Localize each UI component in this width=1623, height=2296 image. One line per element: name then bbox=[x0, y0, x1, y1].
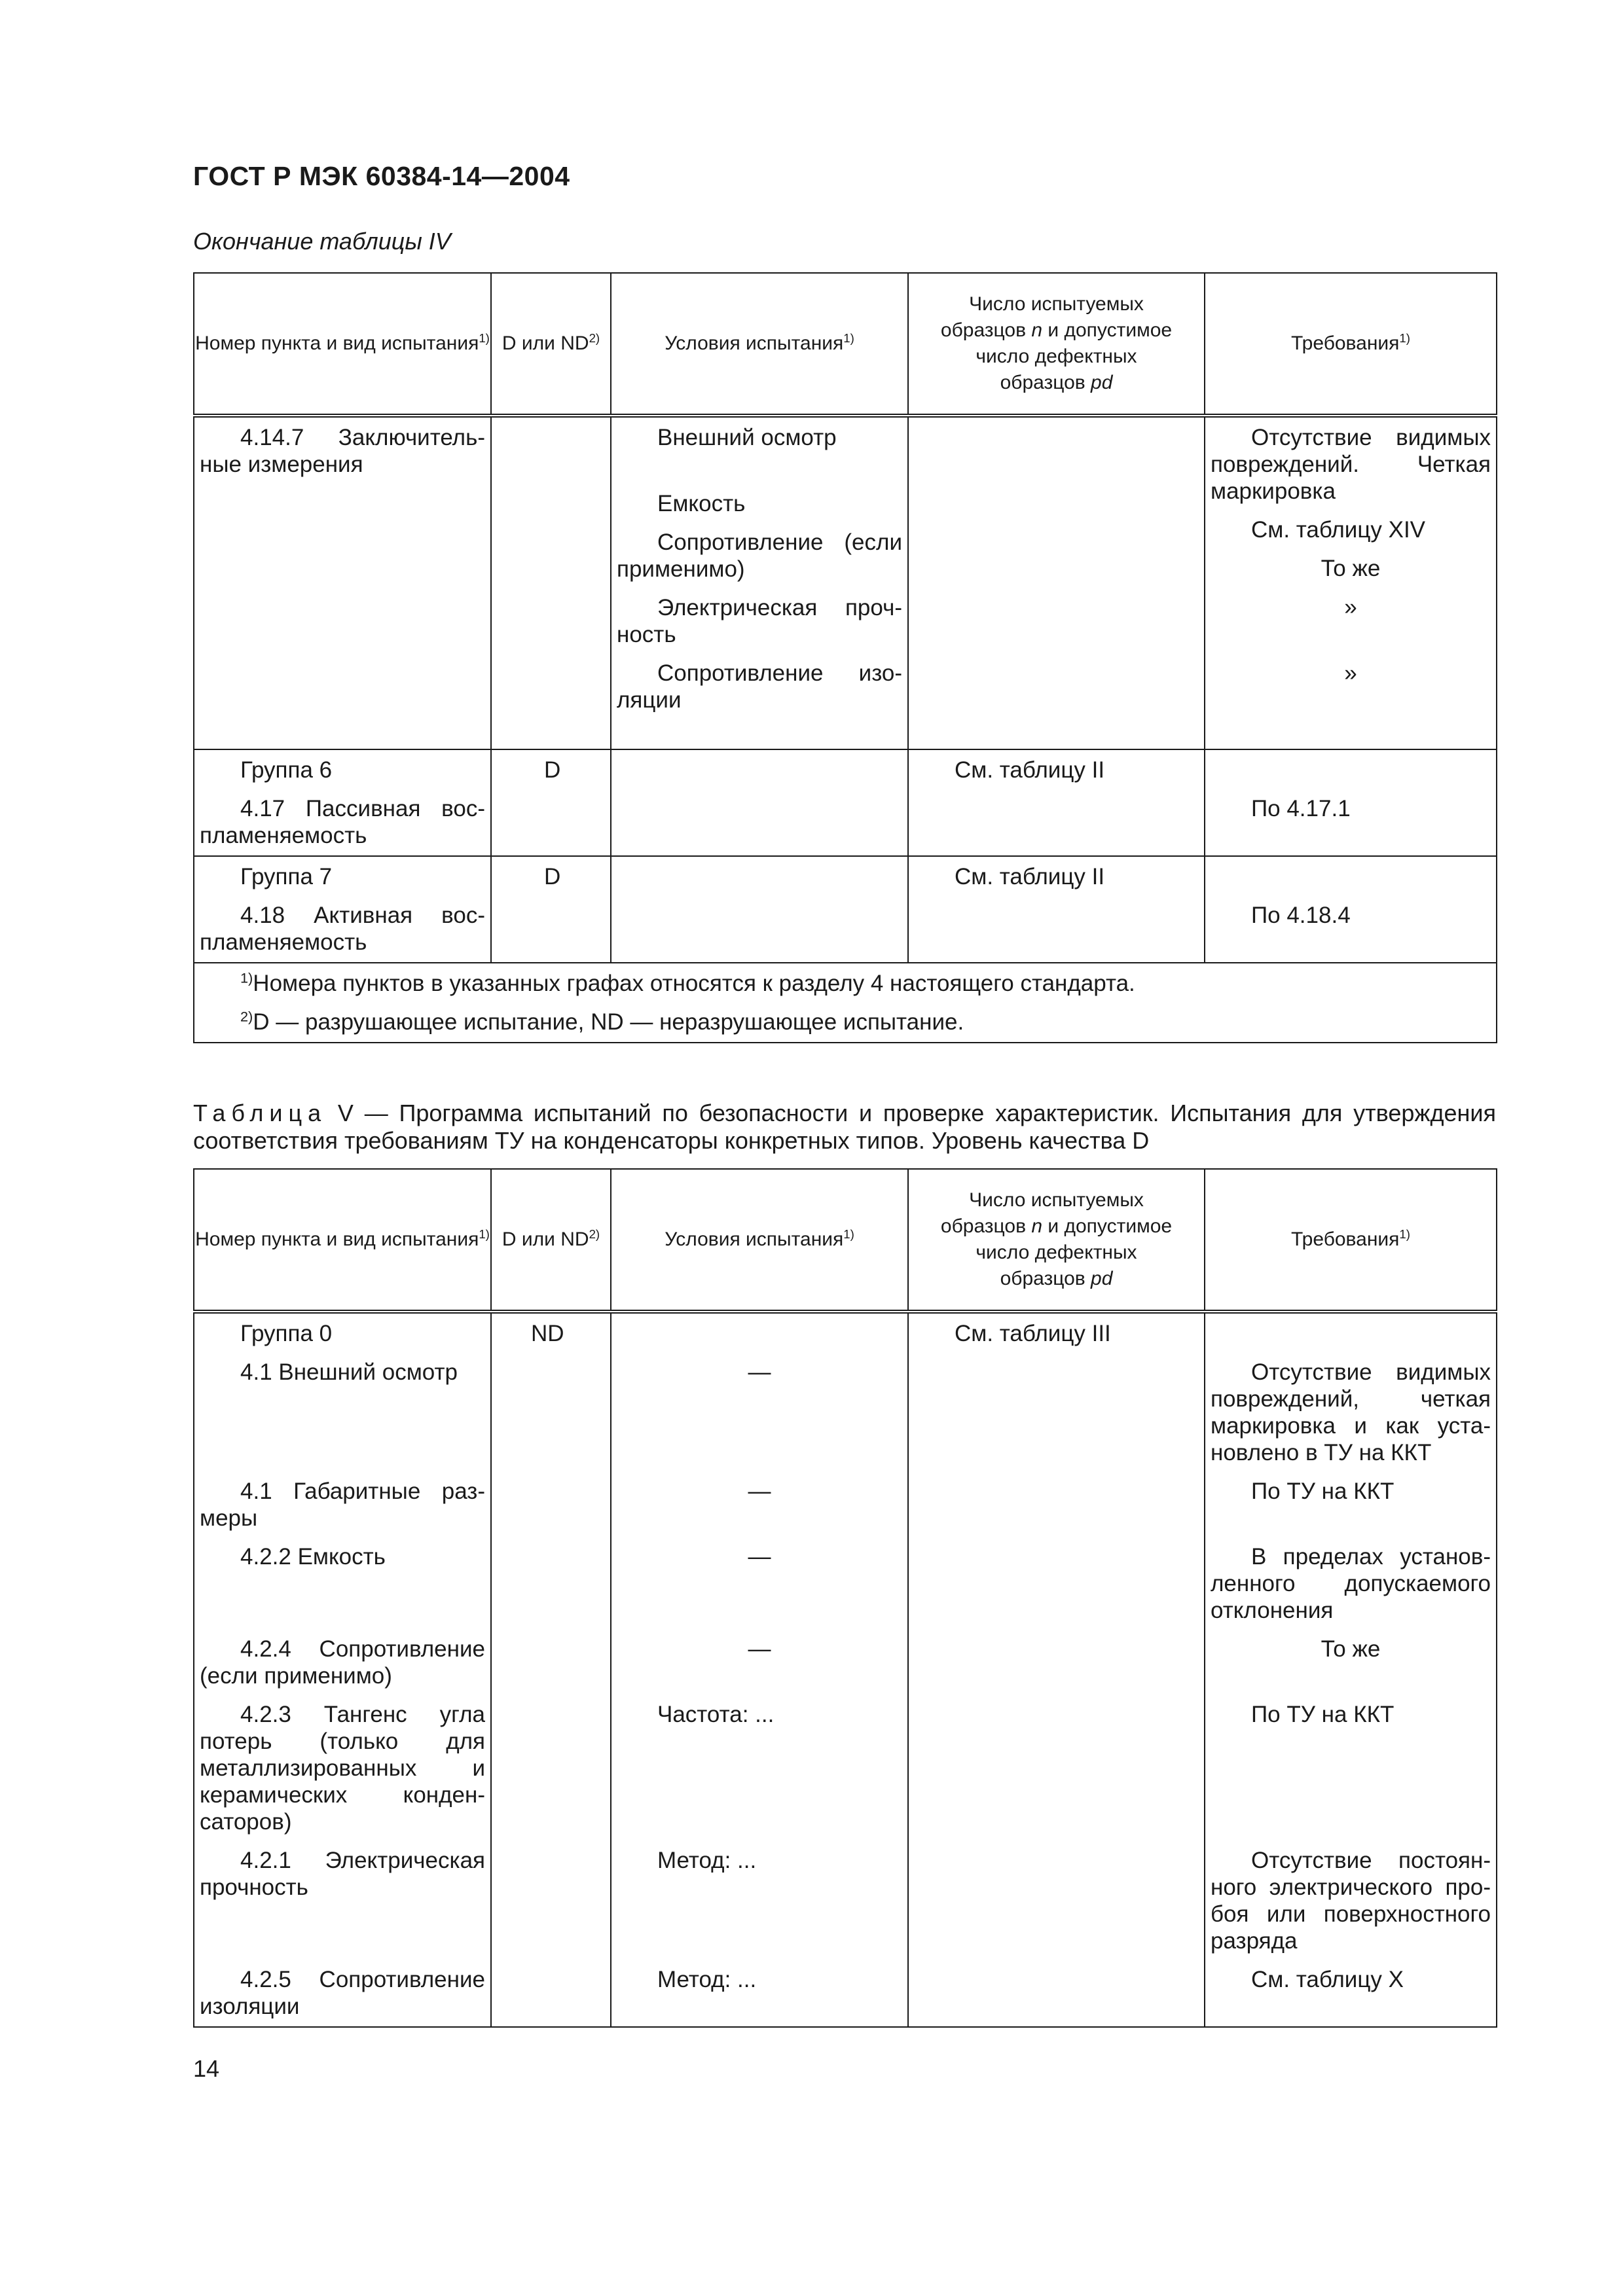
header-samples: Число испытуемых образцов n и допустимое число дефектных образцов pd bbox=[908, 1169, 1205, 1312]
condition: — bbox=[748, 1636, 771, 1662]
condition: — bbox=[748, 1359, 771, 1385]
test-name: 4.2.3 Тангенс угла потерь (только для металлизированных и керамических конденсаторов) bbox=[200, 1702, 485, 1835]
table-row bbox=[194, 1312, 1497, 2026]
condition: — bbox=[748, 1544, 771, 1570]
d-nd-value: ND bbox=[531, 1321, 564, 1346]
requirement: По ТУ на ККТ bbox=[1251, 1479, 1395, 1504]
requirement: По 4.18.4 bbox=[1251, 903, 1351, 928]
requirement: Отсутствие видимых повреждений. Четкая маркировка bbox=[1211, 425, 1491, 504]
group-label: Группа 7 bbox=[240, 864, 333, 889]
table-row bbox=[194, 749, 1497, 856]
requirement: То же bbox=[1321, 1636, 1381, 1662]
test-name: 4.2.1 Электрическая прочность bbox=[200, 1848, 485, 1900]
condition: — bbox=[748, 1479, 771, 1504]
header-samples: Число испытуемых образцов n и допустимое число дефектных образцов pd bbox=[908, 273, 1205, 416]
footnote-2: $^{2)}$D — разрушающее испытание, ND — неразрушающее испытание. bbox=[240, 1008, 964, 1035]
header-d-nd: D или ND$^{2)}$ bbox=[491, 1169, 611, 1312]
page-number: 14 bbox=[193, 2055, 220, 2082]
requirement: См. таблицу XIV bbox=[1251, 517, 1426, 543]
condition: Частота: ... bbox=[657, 1702, 775, 1727]
table-iv-caption: Окончание таблицы IV bbox=[193, 228, 451, 255]
samples-value: См. таблицу II bbox=[955, 864, 1105, 889]
test-name: 4.14.7 Заключительные измерения bbox=[200, 425, 485, 477]
document-header: ГОСТ Р МЭК 60384-14—2004 bbox=[193, 161, 570, 191]
header-requirements: Требования$^{1)}$ bbox=[1205, 273, 1497, 416]
condition: Сопротивление (если применимо) bbox=[617, 529, 902, 582]
requirement: По 4.17.1 bbox=[1251, 796, 1351, 821]
table-iv bbox=[193, 272, 1497, 1043]
test-name: 4.2.5 Сопротивление изоляции bbox=[200, 1967, 485, 2019]
condition: Сопротивление изоляции bbox=[617, 660, 902, 713]
test-name: 4.18 Активная воспламеняемость bbox=[200, 903, 485, 955]
requirement: » bbox=[1344, 594, 1357, 620]
condition: Метод: ... bbox=[657, 1848, 757, 1873]
requirement: То же bbox=[1321, 556, 1381, 581]
samples-value: См. таблицу II bbox=[955, 757, 1105, 783]
test-name: 4.2.2 Емкость bbox=[240, 1544, 386, 1570]
table-header-row bbox=[194, 273, 1497, 416]
table-v bbox=[193, 1168, 1497, 2028]
header-conditions: Условия испытания$^{1)}$ bbox=[611, 273, 908, 416]
footnotes-row bbox=[194, 963, 1497, 1043]
condition: Метод: ... bbox=[657, 1967, 757, 1992]
header-test-number: Номер пункта и вид испытания$^{1)}$ bbox=[194, 273, 491, 416]
header-test-number: Номер пункта и вид испытания$^{1)}$ bbox=[194, 1169, 491, 1312]
table-bottom-edge bbox=[194, 2026, 1497, 2027]
group-label: Группа 0 bbox=[240, 1321, 333, 1346]
condition: Внешний осмотр bbox=[657, 425, 837, 450]
test-name: 4.1 Внешний осмотр bbox=[240, 1359, 458, 1385]
table-row bbox=[194, 856, 1497, 963]
requirement: » bbox=[1344, 660, 1357, 686]
requirement: По ТУ на ККТ bbox=[1251, 1702, 1395, 1727]
requirement: Отсутствие постоянного электрического пробоя или поверхностного разряда bbox=[1211, 1848, 1491, 1954]
table-header-row bbox=[194, 1169, 1497, 1312]
d-nd-value: D bbox=[544, 757, 561, 783]
table-v-caption: Таблица V — Программа испытаний по безопасности и проверке характеристик. Испытания для утверждения соответствия требованиям ТУ на конденсаторы конкретных типов. Уровень качества D bbox=[193, 1100, 1496, 1154]
d-nd-value: D bbox=[544, 864, 561, 889]
test-name: 4.2.4 Сопротивление (если применимо) bbox=[200, 1636, 485, 1689]
header-requirements: Требования$^{1)}$ bbox=[1205, 1169, 1497, 1312]
header-conditions: Условия испытания$^{1)}$ bbox=[611, 1169, 908, 1312]
condition: Емкость bbox=[657, 491, 746, 516]
requirement: Отсутствие видимых повреждений, четкая маркировка и как установлено в ТУ на ККТ bbox=[1211, 1359, 1491, 1465]
header-d-nd: D или ND$^{2)}$ bbox=[491, 273, 611, 416]
requirement: В пределах установленного допускаемого отклонения bbox=[1211, 1544, 1491, 1623]
group-label: Группа 6 bbox=[240, 757, 333, 783]
samples-value: См. таблицу III bbox=[955, 1321, 1111, 1346]
condition: Электрическая прочность bbox=[617, 595, 902, 647]
test-name: 4.1 Габаритные размеры bbox=[200, 1479, 485, 1531]
test-name: 4.17 Пассивная воспламеняемость bbox=[200, 796, 485, 848]
table-row bbox=[194, 416, 1497, 749]
footnote-1: $^{1)}$Номера пунктов в указанных графах относятся к разделу 4 настоящего стандарта. bbox=[240, 969, 1135, 996]
requirement: См. таблицу X bbox=[1251, 1967, 1404, 1992]
